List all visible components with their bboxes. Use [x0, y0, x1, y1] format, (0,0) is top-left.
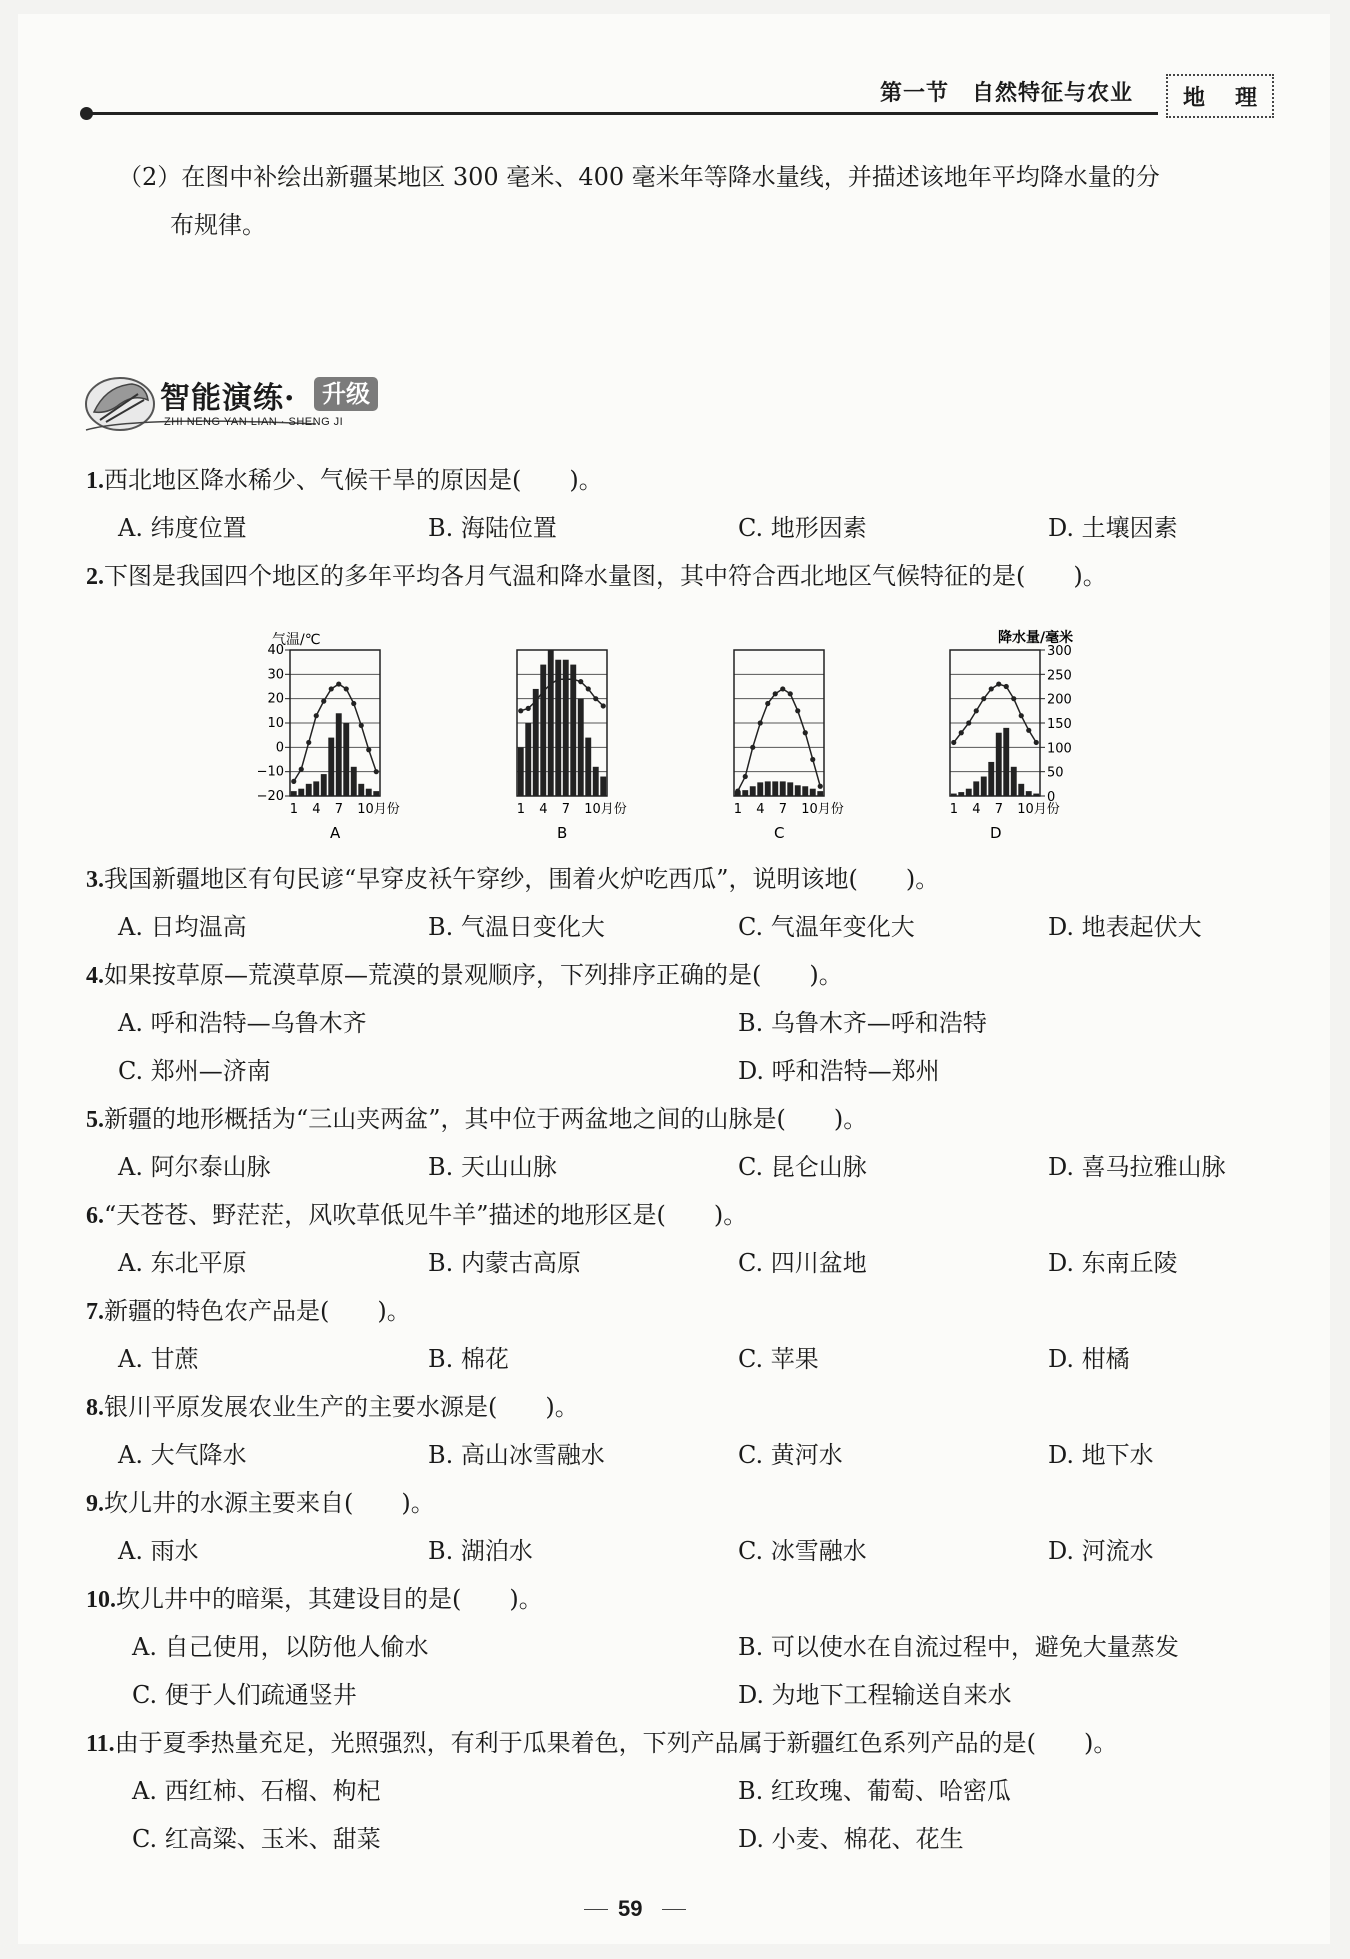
climate-panel-a — [257, 643, 400, 842]
left-axis-label: 气温/℃ — [272, 632, 321, 648]
temperature-point — [518, 708, 523, 713]
precip-bar — [1003, 728, 1009, 796]
question-10-stem — [86, 1584, 543, 1615]
temp-tick-label: 40 — [267, 643, 284, 658]
question-text: 西北地区降水稀少、气候干旱的原因是( )。 — [104, 466, 603, 494]
question-11-stem — [86, 1728, 1117, 1759]
q8-option-a: A. 大气降水 — [118, 1441, 247, 1469]
q1-option-d: D. 土壤因素 — [1048, 514, 1178, 542]
q7-option-d: D. 柑橘 — [1048, 1345, 1130, 1373]
question-number: 1. — [86, 468, 104, 494]
temperature-point — [765, 701, 770, 706]
month-tick-label: 10月份 — [584, 802, 627, 817]
precip-bar — [525, 723, 531, 796]
precip-bar — [600, 777, 606, 796]
month-tick-label: 4 — [756, 802, 765, 817]
q3-option-b: B. 气温日变化大 — [428, 913, 605, 941]
precip-bar — [291, 791, 297, 796]
temperature-point — [750, 745, 755, 750]
q8-option-b: B. 高山冰雪融水 — [428, 1441, 605, 1469]
temperature-point — [1004, 684, 1009, 689]
temperature-point — [563, 677, 568, 682]
temperature-point — [578, 679, 583, 684]
temperature-point — [735, 789, 740, 794]
question-number: 7. — [86, 1299, 104, 1325]
question-text: 新疆的特色农产品是( )。 — [104, 1297, 411, 1325]
temperature-point — [344, 686, 349, 691]
question-number: 4. — [86, 963, 104, 989]
q11-option-b: B. 红玫瑰、葡萄、哈密瓜 — [738, 1777, 1011, 1805]
temperature-point — [989, 686, 994, 691]
q4-option-a: A. 呼和浩特—乌鲁木齐 — [118, 1009, 367, 1037]
precip-bar — [328, 738, 334, 796]
temperature-point — [981, 696, 986, 701]
panel-label: D — [990, 824, 1002, 842]
q10-option-c: C. 便于人们疏通竖井 — [132, 1681, 357, 1709]
question-number: 5. — [86, 1107, 104, 1133]
subject-char-1: 地 — [1182, 84, 1205, 111]
question-text: 新疆的地形概括为“三山夹两盆”，其中位于两盆地之间的山脉是( )。 — [104, 1105, 868, 1133]
question-text: 坎儿井的水源主要来自( )。 — [104, 1489, 435, 1517]
month-tick-label: 1 — [733, 802, 743, 817]
temperature-line — [738, 689, 821, 791]
temperature-point — [526, 706, 531, 711]
question-5-stem — [86, 1104, 867, 1135]
q9-option-a: A. 雨水 — [118, 1537, 199, 1565]
section-badge-title: 智能演练· — [160, 381, 296, 416]
section-title: 第一节 自然特征与农业 — [880, 80, 1134, 106]
page-number-dash-left — [584, 1909, 608, 1910]
temperature-point — [571, 677, 576, 682]
precip-bar — [802, 786, 808, 796]
question-1-stem — [86, 465, 603, 496]
temperature-line — [954, 684, 1037, 742]
question-number: 3. — [86, 867, 104, 893]
q5-option-d: D. 喜马拉雅山脉 — [1048, 1153, 1226, 1181]
temperature-point — [556, 677, 561, 682]
precip-tick-label: 250 — [1047, 668, 1072, 684]
climate-panel-b — [517, 650, 627, 842]
q7-option-c: C. 苹果 — [738, 1345, 819, 1373]
q5-option-b: B. 天山山脉 — [428, 1153, 557, 1181]
month-tick-label: 4 — [539, 802, 548, 817]
question-number: 11. — [86, 1731, 115, 1757]
temperature-point — [541, 689, 546, 694]
precip-bar — [1026, 791, 1032, 796]
precip-bar — [351, 767, 357, 796]
question-7-stem — [86, 1296, 411, 1327]
temperature-point — [1019, 713, 1024, 718]
temperature-point — [336, 681, 341, 686]
temp-tick-label: 0 — [275, 740, 284, 756]
q5-option-a: A. 阿尔泰山脉 — [118, 1153, 271, 1181]
month-tick-label: 7 — [778, 802, 788, 817]
temperature-point — [299, 767, 304, 772]
temperature-point — [1034, 740, 1039, 745]
q2-part-line-1: （2）在图中补绘出新疆某地区 300 毫米、400 毫米年等降水量线，并描述该地年平均降水量的分 — [118, 163, 1160, 191]
q10-option-b: B. 可以使水在自流过程中，避免大量蒸发 — [738, 1633, 1179, 1661]
q8-option-c: C. 黄河水 — [738, 1441, 843, 1469]
question-text: 由于夏季热量充足，光照强烈，有利于瓜果着色，下列产品属于新疆红色系列产品的是( )。 — [114, 1729, 1118, 1757]
q11-option-a: A. 西红柿、石榴、枸杞 — [132, 1777, 381, 1805]
precip-bar — [780, 781, 786, 796]
q9-option-b: B. 湖泊水 — [428, 1537, 533, 1565]
section-badge-tag: 升级 — [314, 377, 378, 411]
question-9-stem — [86, 1488, 435, 1519]
question-number: 2. — [86, 564, 104, 590]
question-text: 下图是我国四个地区的多年平均各月气温和降水量图，其中符合西北地区气候特征的是( )。 — [104, 562, 1107, 590]
precip-bar — [750, 786, 756, 796]
page-number: 59 — [618, 1896, 643, 1921]
precip-bar — [585, 738, 591, 796]
temperature-point — [306, 740, 311, 745]
climate-panel-d — [950, 644, 1072, 842]
precip-bar — [1033, 794, 1039, 796]
precip-bar — [988, 762, 994, 796]
precip-bar — [772, 781, 778, 796]
month-tick-label: 7 — [994, 802, 1004, 817]
temperature-point — [974, 708, 979, 713]
temperature-point — [803, 730, 808, 735]
precip-bar — [795, 785, 801, 796]
q9-option-c: C. 冰雪融水 — [738, 1537, 867, 1565]
precip-tick-label: 150 — [1047, 717, 1072, 732]
panel-label: B — [557, 824, 568, 842]
question-number: 9. — [86, 1491, 104, 1517]
section-badge-subtitle: ZHI NENG YAN LIAN · SHENG JI — [164, 416, 344, 428]
temp-tick-label: 20 — [267, 691, 284, 707]
q10-option-d: D. 为地下工程输送自来水 — [738, 1681, 1012, 1709]
precip-bar — [358, 784, 364, 796]
q3-option-d: D. 地表起伏大 — [1048, 913, 1202, 941]
precip-bar — [966, 789, 972, 796]
precip-bar — [765, 781, 771, 796]
precip-bar — [1011, 767, 1017, 796]
q7-option-b: B. 棉花 — [428, 1345, 509, 1373]
q9-option-d: D. 河流水 — [1048, 1537, 1154, 1565]
q1-option-b: B. 海陆位置 — [428, 514, 557, 542]
q11-option-c: C. 红高粱、玉米、甜菜 — [132, 1825, 381, 1853]
month-tick-label: 10月份 — [1017, 802, 1060, 817]
precip-bar — [757, 782, 763, 796]
question-text: 我国新疆地区有句民谚“早穿皮袄午穿纱，围着火炉吃西瓜”，说明该地( )。 — [104, 865, 940, 893]
precip-bar — [787, 782, 793, 796]
temp-tick-label: −10 — [256, 764, 284, 780]
precip-bar — [343, 723, 349, 796]
temperature-point — [996, 681, 1001, 686]
question-text: “天苍苍、野茫茫，风吹草低见牛羊”描述的地形区是( )。 — [104, 1201, 748, 1229]
question-2-stem — [86, 561, 1107, 592]
question-text: 坎儿井中的暗渠，其建设目的是( )。 — [116, 1585, 543, 1613]
q2-part-line-2: 布规律。 — [170, 211, 266, 239]
month-tick-label: 7 — [561, 802, 571, 817]
precip-bar — [593, 767, 599, 796]
precip-bar — [518, 747, 524, 796]
precip-tick-label: 200 — [1047, 692, 1072, 708]
precip-bar — [817, 791, 823, 796]
subject-box — [1166, 74, 1274, 118]
climate-panel-c — [734, 650, 844, 842]
temperature-point — [321, 699, 326, 704]
temperature-point — [795, 708, 800, 713]
temperature-point — [1026, 728, 1031, 733]
q1-option-a: A. 纬度位置 — [118, 514, 247, 542]
precip-bar — [540, 665, 546, 796]
q4-option-d: D. 呼和浩特—郑州 — [738, 1057, 940, 1085]
temperature-point — [951, 740, 956, 745]
precip-bar — [1018, 784, 1024, 796]
temperature-point — [359, 723, 364, 728]
q5-option-c: C. 昆仑山脉 — [738, 1153, 867, 1181]
month-tick-label: 1 — [516, 802, 526, 817]
temperature-point — [366, 747, 371, 752]
q11-option-d: D. 小麦、棉花、花生 — [738, 1825, 964, 1853]
precip-bar — [336, 713, 342, 796]
precip-bar — [958, 792, 964, 796]
temperature-point — [533, 699, 538, 704]
right-axis-label: 降水量/毫米 — [998, 630, 1074, 646]
temp-tick-label: 30 — [267, 667, 284, 683]
climate-charts — [240, 620, 1120, 850]
q3-option-a: A. 日均温高 — [118, 913, 247, 941]
panel-label: A — [330, 824, 341, 842]
temperature-point — [593, 696, 598, 701]
temperature-point — [329, 686, 334, 691]
month-tick-label: 1 — [949, 802, 959, 817]
q8-option-d: D. 地下水 — [1048, 1441, 1154, 1469]
precip-bar — [973, 781, 979, 796]
precip-bar — [321, 774, 327, 796]
q4-option-c: C. 郑州—济南 — [118, 1057, 271, 1085]
temperature-point — [351, 701, 356, 706]
precip-bar — [306, 784, 312, 796]
precip-bar — [981, 777, 987, 796]
q6-option-d: D. 东南丘陵 — [1048, 1249, 1178, 1277]
temperature-point — [959, 730, 964, 735]
temperature-point — [548, 681, 553, 686]
q1-option-c: C. 地形因素 — [738, 514, 867, 542]
temperature-point — [966, 720, 971, 725]
temp-tick-label: −20 — [256, 789, 284, 804]
q10-option-a: A. 自己使用，以防他人偷水 — [132, 1633, 429, 1661]
q6-option-a: A. 东北平原 — [118, 1249, 247, 1277]
precip-bar — [810, 789, 816, 796]
temperature-point — [773, 691, 778, 696]
temperature-point — [314, 713, 319, 718]
precip-tick-label: 300 — [1047, 644, 1072, 659]
month-tick-label: 10月份 — [357, 802, 400, 817]
precip-bar — [533, 689, 539, 796]
precip-bar — [366, 789, 372, 796]
precip-tick-label: 0 — [1047, 790, 1056, 805]
temperature-point — [810, 757, 815, 762]
question-text: 银川平原发展农业生产的主要水源是( )。 — [104, 1393, 579, 1421]
q3-option-c: C. 气温年变化大 — [738, 913, 915, 941]
panel-label: C — [774, 824, 785, 842]
temp-tick-label: 10 — [267, 716, 284, 731]
temperature-point — [780, 686, 785, 691]
q4-option-b: B. 乌鲁木齐—呼和浩特 — [738, 1009, 987, 1037]
temperature-point — [374, 769, 379, 774]
temperature-point — [601, 703, 606, 708]
question-8-stem — [86, 1392, 579, 1423]
month-tick-label: 4 — [972, 802, 981, 817]
q6-option-b: B. 内蒙古高原 — [428, 1249, 581, 1277]
temperature-point — [586, 686, 591, 691]
precip-bar — [313, 781, 319, 796]
q6-option-c: C. 四川盆地 — [738, 1249, 867, 1277]
question-4-stem — [86, 960, 843, 991]
header-rule — [86, 112, 1158, 115]
precip-bar — [996, 733, 1002, 796]
question-number: 6. — [86, 1203, 104, 1229]
temperature-point — [743, 774, 748, 779]
precip-tick-label: 100 — [1047, 741, 1072, 757]
temperature-point — [758, 720, 763, 725]
month-tick-label: 4 — [312, 802, 321, 817]
precip-bar — [298, 789, 304, 796]
question-text: 如果按草原—荒漠草原—荒漠的景观顺序，下列排序正确的是( )。 — [104, 961, 843, 989]
temperature-point — [788, 691, 793, 696]
month-tick-label: 1 — [289, 802, 299, 817]
temperature-point — [818, 784, 823, 789]
question-number: 8. — [86, 1395, 104, 1421]
temperature-point — [1011, 696, 1016, 701]
temperature-point — [291, 779, 296, 784]
precip-bar — [951, 794, 957, 796]
precip-bar — [373, 791, 379, 796]
q7-option-a: A. 甘蔗 — [118, 1345, 199, 1373]
question-number: 10. — [86, 1587, 116, 1613]
precip-bar — [548, 650, 554, 796]
precip-bar — [578, 699, 584, 796]
month-tick-label: 10月份 — [801, 802, 844, 817]
precip-bar — [742, 790, 748, 796]
precip-tick-label: 50 — [1047, 765, 1064, 781]
question-3-stem — [86, 864, 939, 895]
subject-char-2: 理 — [1234, 84, 1257, 111]
question-6-stem — [86, 1200, 747, 1231]
precip-bar — [570, 665, 576, 796]
month-tick-label: 7 — [334, 802, 344, 817]
page-number-dash-right — [662, 1909, 686, 1910]
